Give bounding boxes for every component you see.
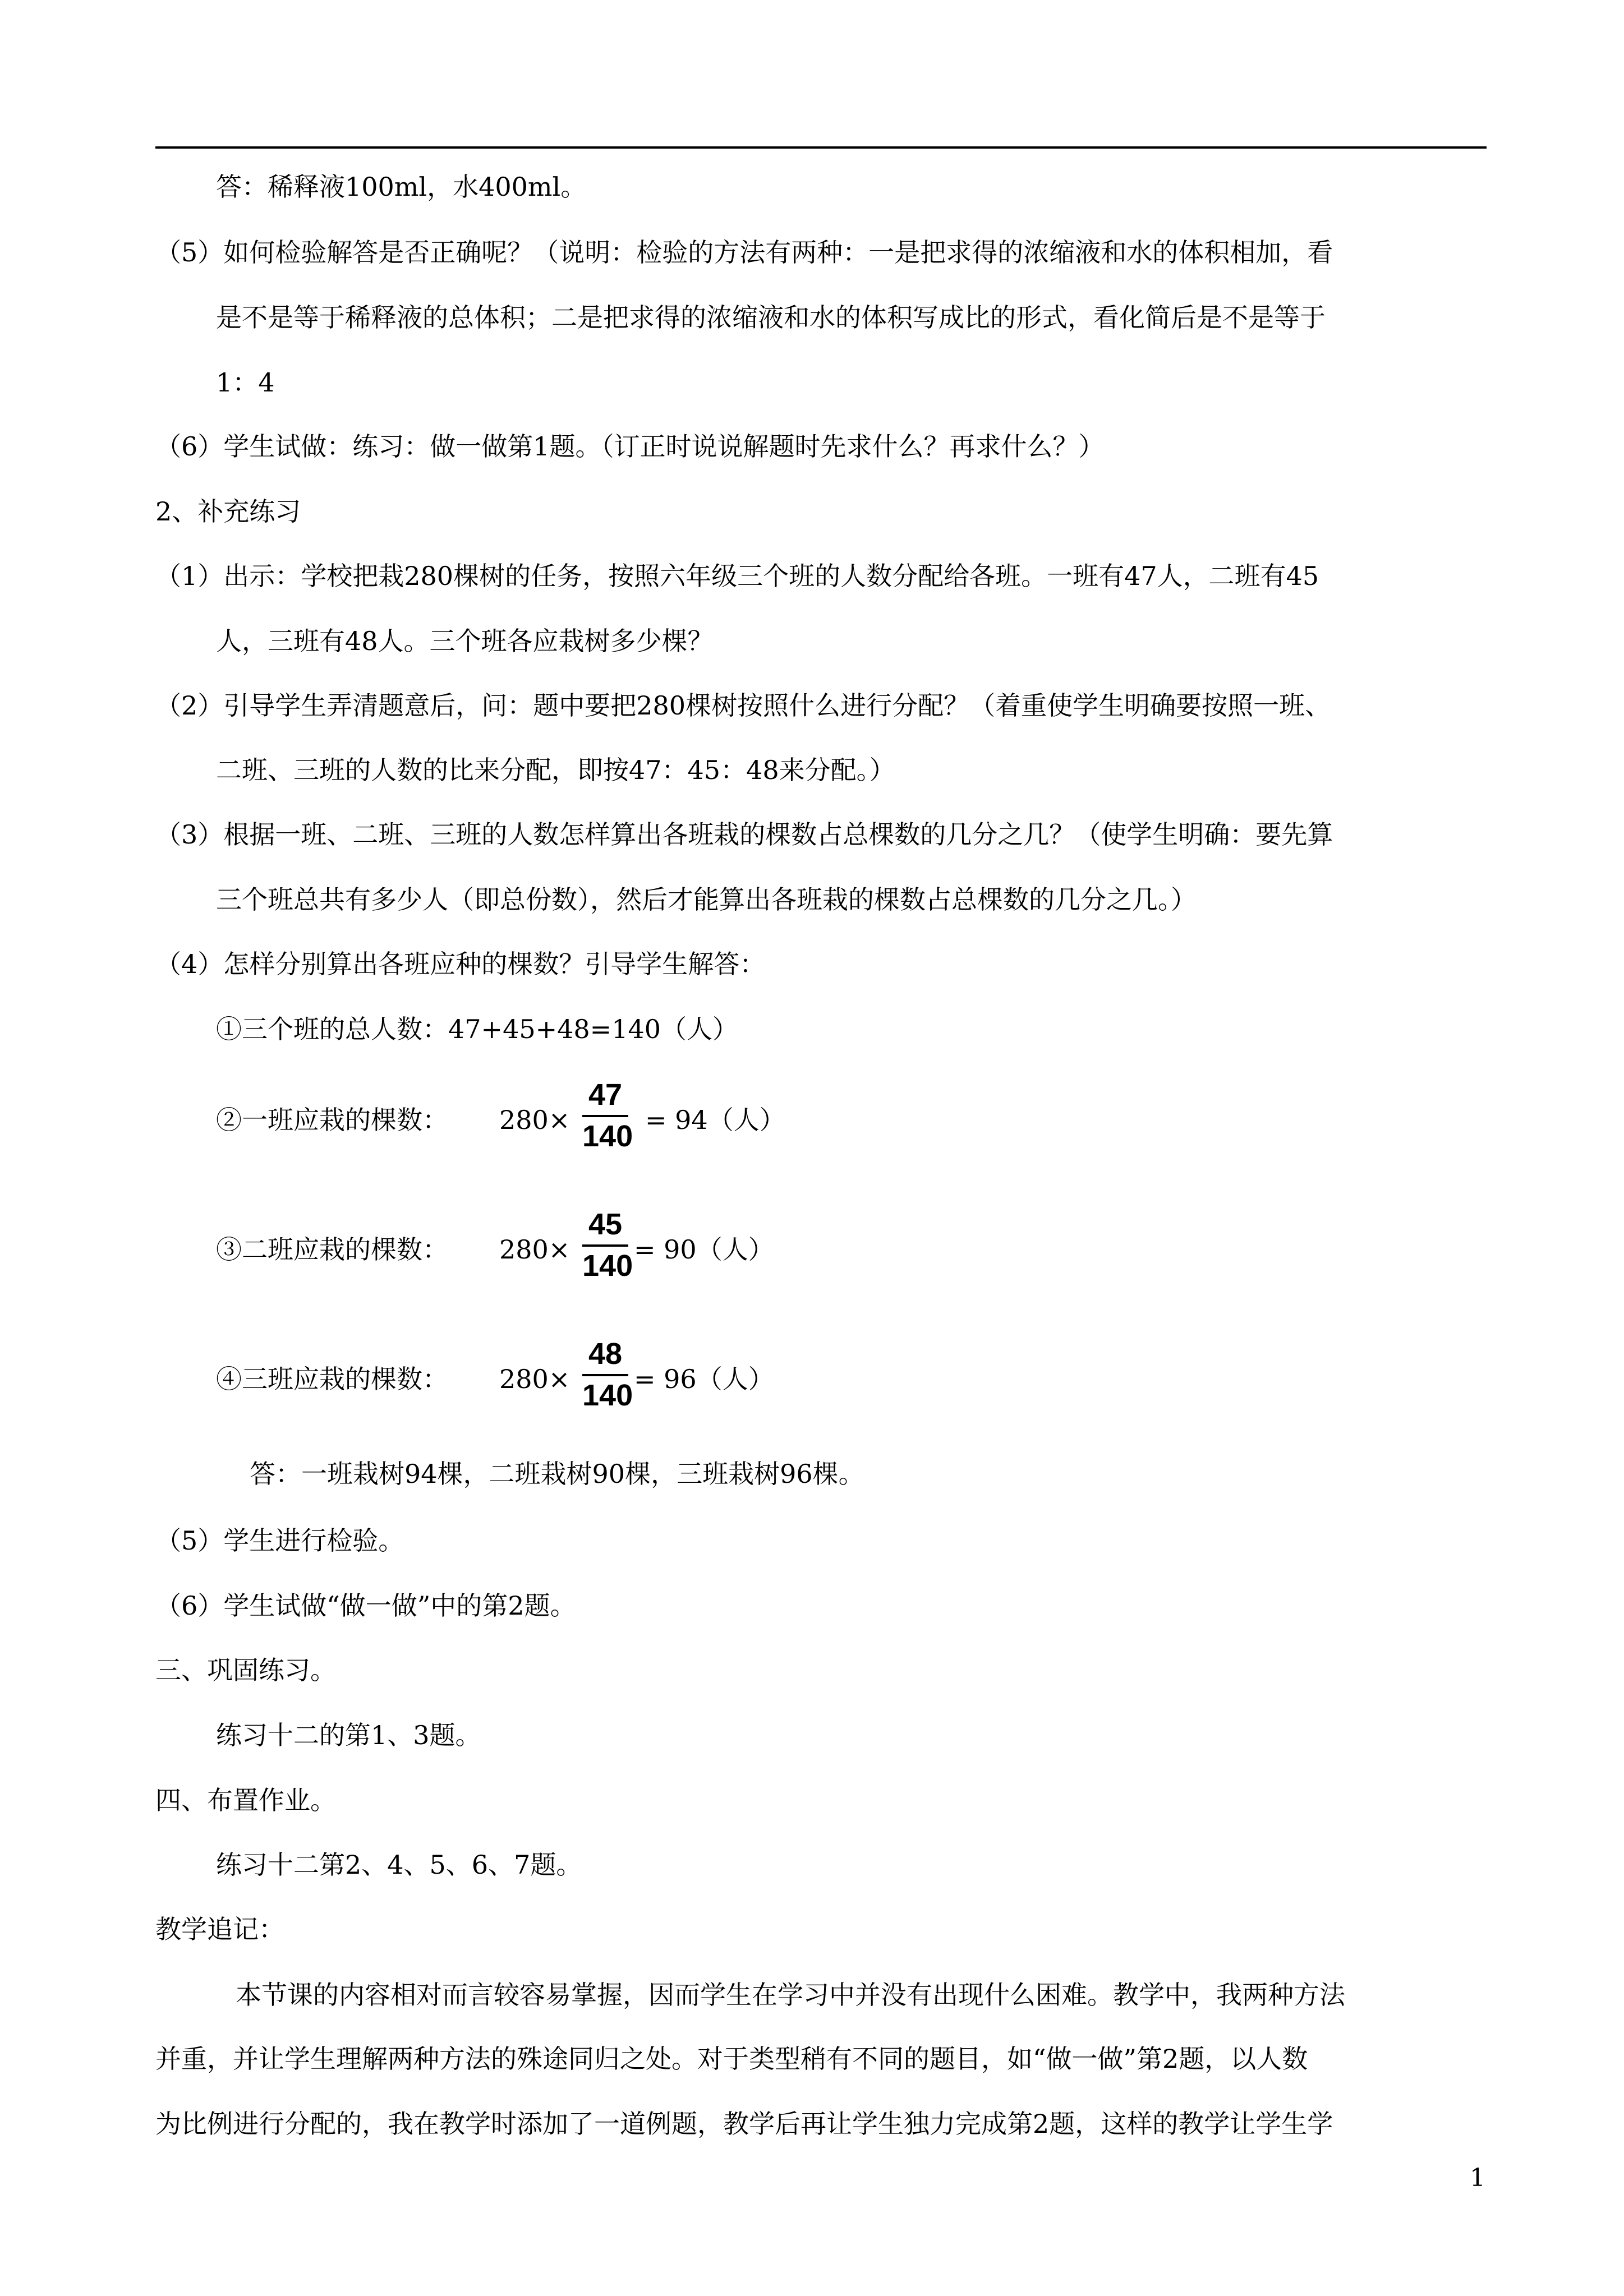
step-6-line: （6）学生试做“做一做”中的第2题。 [155,1590,576,1621]
page-number: 1 [1470,2164,1485,2192]
step-5-line: （5）如何检验解答是否正确呢？（说明：检验的方法有两种：一是把求得的浓缩液和水的体积相加，看 [155,237,1333,268]
fraction-numerator: 45 [588,1207,623,1241]
calc-lhs: 280× [499,1364,571,1394]
step-6-line: （6）学生试做：练习：做一做第1题。（订正时说说解题时先求什么？再求什么？） [155,431,1105,462]
exercise-2-line: （2）引导学生弄清题意后，问：题中要把280棵树按照什么进行分配？（着重使学生明确要按照一班、 [155,690,1331,721]
answer-line: 答：稀释液100ml，水400ml。 [216,172,587,202]
fraction-numerator: 48 [588,1337,623,1371]
exercise-3-line: （3）根据一班、二班、三班的人数怎样算出各班栽的棵数占总棵数的几分之几？（使学生明确：要先算 [155,819,1333,850]
calc-result: = 90（人） [634,1234,774,1265]
exercise-line: 练习十二的第1、3题。 [216,1720,481,1750]
fraction-denominator: 140 [582,1378,633,1412]
notes-paragraph-line: 为比例进行分配的，我在教学时添加了一道例题，教学后再让学生独力完成第2题，这样的教学让学生学 [155,2109,1333,2139]
fraction-bar [582,1374,628,1376]
step-5-line: （5）学生进行检验。 [155,1525,404,1556]
calc-lhs: 280× [499,1234,571,1265]
exercise-3-cont: 三个班总共有多少人（即总份数），然后才能算出各班栽的棵数占总棵数的几分之几。） [216,884,1197,915]
step-5-cont-2: 1：4 [216,367,275,398]
calc-lhs: 280× [499,1105,571,1135]
calc-result: = 94（人） [645,1105,785,1135]
fraction [582,1207,633,1286]
header-rule [155,146,1487,149]
section-heading: 四、布置作业。 [155,1785,336,1815]
calc-result: = 96（人） [634,1364,774,1394]
exercise-1-cont: 人，三班有48人。三个班各应栽树多少棵？ [216,626,714,656]
calc-label: ③二班应栽的棵数： [216,1234,448,1265]
fraction [582,1337,633,1416]
exercise-1-line: （1）出示：学校把栽280棵树的任务，按照六年级三个班的人数分配给各班。一班有47人，二班有45 [155,561,1319,591]
section-heading: 2、补充练习 [155,496,301,527]
notes-paragraph-line: 本节课的内容相对而言较容易掌握，因而学生在学习中并没有出现什么困难。教学中，我两种方法 [236,1980,1345,2010]
fraction-bar [582,1244,628,1247]
calc-label: ②一班应栽的棵数： [216,1105,448,1135]
step-5-cont-1: 是不是等于稀释液的总体积；二是把求得的浓缩液和水的体积写成比的形式，看化简后是不是等于 [216,302,1326,333]
exercise-line: 练习十二第2、4、5、6、7题。 [216,1850,582,1880]
calc-label: ④三班应栽的棵数： [216,1364,448,1394]
notes-paragraph-line: 并重，并让学生理解两种方法的殊途同归之处。对于类型稍有不同的题目，如“做一做”第2题，以人数 [155,2044,1308,2074]
fraction-denominator: 140 [582,1249,633,1283]
notes-heading: 教学追记： [155,1914,284,1944]
total-count-line: ①三个班的总人数：47+45+48=140（人） [216,1014,739,1044]
exercise-2-cont: 二班、三班的人数的比来分配，即按47：45：48来分配。） [216,755,895,785]
section-heading: 三、巩固练习。 [155,1655,336,1685]
fraction-bar [582,1115,628,1117]
exercise-4-line: （4）怎样分别算出各班应种的棵数？引导学生解答： [155,949,766,979]
fraction-numerator: 47 [588,1078,623,1112]
fraction [582,1078,633,1156]
answer-line: 答：一班栽树94棵，二班栽树90棵，三班栽树96棵。 [250,1459,864,1489]
fraction-denominator: 140 [582,1119,633,1153]
